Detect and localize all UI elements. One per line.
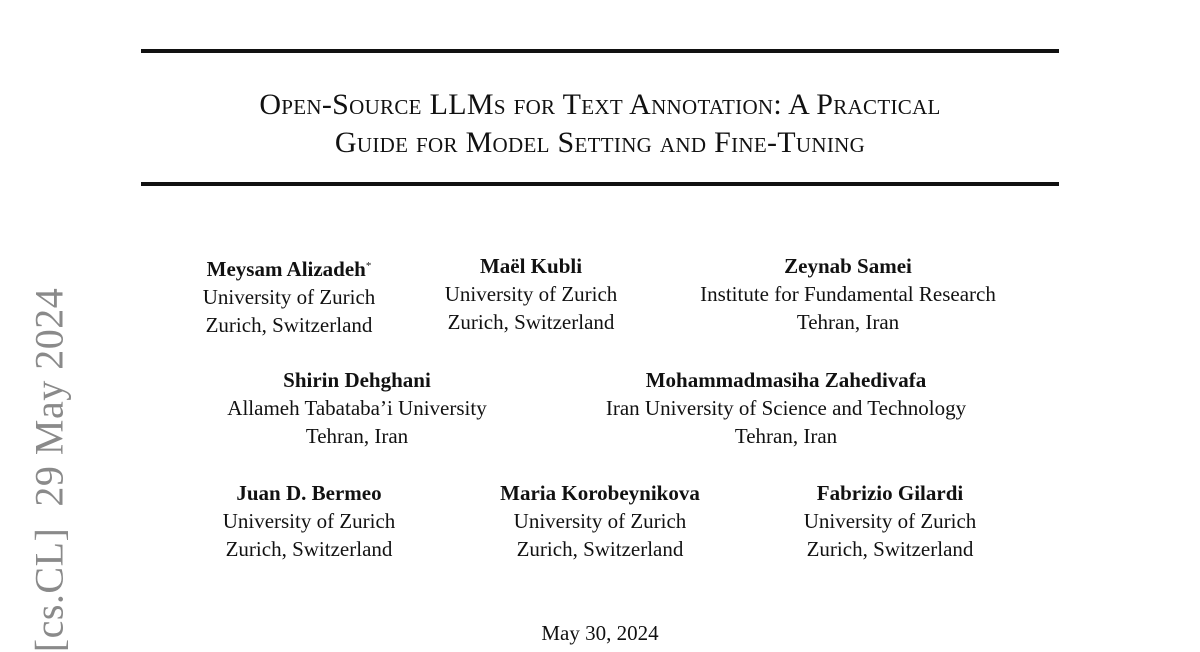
author-name: Maria Korobeynikova	[500, 481, 700, 505]
author-name: Shirin Dehghani	[283, 368, 431, 392]
paper-title-line-2: Guide for Model Setting and Fine-Tuning	[334, 126, 866, 159]
paper-title-line-1: Open-Source LLMs for Text Annotation: A Practical	[259, 88, 941, 121]
author-location: Zurich, Switzerland	[516, 537, 684, 561]
author-block	[500, 479, 700, 563]
title-top-rule	[141, 49, 1059, 53]
author-location: Tehran, Iran	[734, 424, 838, 448]
corresponding-author-mark: *	[365, 260, 372, 272]
paper-date: May 30, 2024	[541, 621, 659, 645]
arxiv-date: 29 May 2024	[26, 287, 72, 507]
arxiv-stamp	[26, 288, 73, 652]
author-name: Mohammadmasiha Zahedivafa	[645, 368, 927, 392]
author-location: Tehran, Iran	[305, 424, 409, 448]
author-affiliation: Allameh Tabataba’i University	[227, 396, 487, 420]
title-bottom-rule	[141, 182, 1059, 186]
author-affiliation: University of Zurich	[444, 282, 618, 306]
author-name: Maël Kubli	[479, 254, 583, 278]
paper-title	[141, 86, 1059, 162]
author-block	[223, 479, 396, 563]
author-block	[700, 252, 996, 336]
author-name: Juan D. Bermeo	[236, 481, 382, 505]
author-block	[606, 366, 966, 450]
author-affiliation: University of Zurich	[222, 509, 396, 533]
author-name: Meysam Alizadeh*	[206, 257, 372, 281]
author-block	[445, 252, 618, 336]
author-block	[804, 479, 977, 563]
author-location: Zurich, Switzerland	[806, 537, 974, 561]
author-affiliation: University of Zurich	[803, 509, 977, 533]
author-name: Fabrizio Gilardi	[816, 481, 964, 505]
author-block	[203, 252, 376, 339]
author-name: Zeynab Samei	[784, 254, 912, 278]
author-block	[227, 366, 486, 450]
author-affiliation: Iran University of Science and Technology	[605, 396, 967, 420]
author-location: Zurich, Switzerland	[225, 537, 393, 561]
author-location: Zurich, Switzerland	[447, 310, 615, 334]
author-affiliation: Institute for Fundamental Research	[700, 282, 996, 306]
author-affiliation: University of Zurich	[202, 285, 376, 309]
author-location: Zurich, Switzerland	[205, 313, 373, 337]
author-location: Tehran, Iran	[796, 310, 900, 334]
arxiv-category: [cs.CL]	[26, 527, 72, 652]
author-affiliation: University of Zurich	[513, 509, 687, 533]
